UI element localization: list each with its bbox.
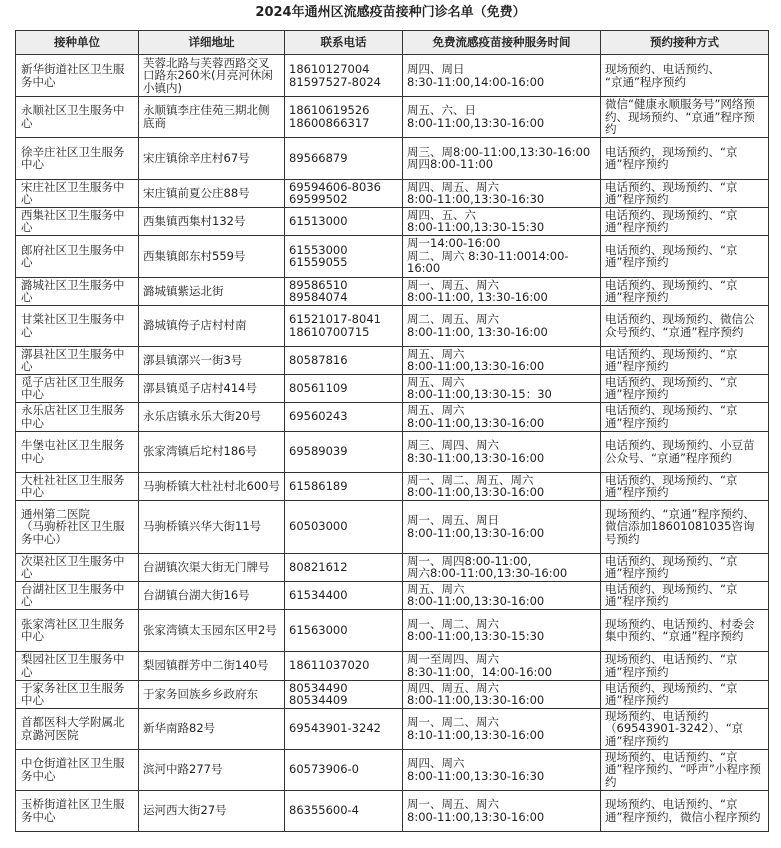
unit-cell: 玉桥街道社区卫生服务中心 [16, 790, 139, 831]
phone-cell: 61521017-8041 18610700715 [285, 305, 403, 346]
address-cell: 台湖镇台湖大街16号 [139, 581, 285, 609]
unit-cell: 潞城社区卫生服务中心 [16, 277, 139, 305]
unit-cell: 张家湾社区卫生服务中心 [16, 609, 139, 651]
time-cell: 周四、五、六 8:00-11:00,13:30-15:30 [403, 207, 601, 235]
phone-cell: 69560243 [285, 402, 403, 431]
page-title: 2024年通州区流感疫苗接种门诊名单（免费） [255, 5, 526, 20]
booking-cell: 现场预约、电话预约、“京通”程序预约、“呼声”小程序预约 [601, 749, 769, 790]
table-row [16, 500, 769, 553]
phone-cell: 18610127004 81597527-8024 [285, 55, 403, 97]
booking-cell: 电话预约、现场预约、“京通”程序预约 [601, 402, 769, 431]
booking-cell: 电话预约、现场预约、“京通”程序预约 [601, 235, 769, 277]
booking-cell: 电话预约、现场预约、小豆苗公众号、“京通”程序预约 [601, 431, 769, 472]
booking-cell: 电话预约，现场预约、“京通”程序预约 [601, 137, 769, 179]
booking-cell: 现场预约、电话预约、村委会集中预约、“京通”程序预约 [601, 609, 769, 651]
table-row [16, 374, 769, 402]
time-cell: 周四、周五、周六 8:00-11:00,13:30-16:30 [403, 179, 601, 207]
address-cell: 宋庄镇徐辛庄村67号 [139, 137, 285, 179]
table-row [16, 749, 769, 790]
unit-cell: 西集社区卫生服务中心 [16, 207, 139, 235]
table-body [16, 55, 769, 832]
booking-cell: 电话预约、现场预约、微信公众号预约、“京通”程序预约 [601, 305, 769, 346]
phone-cell: 61586189 [285, 472, 403, 500]
table-row [16, 708, 769, 749]
booking-cell: 现场预约、电话预约（69543901-3242）、“京通”程序预约 [601, 708, 769, 749]
booking-cell: 电话预约、现场预约、“京通”程序预约 [601, 346, 769, 374]
table-header-row [16, 31, 769, 55]
unit-cell: 牛堡屯社区卫生服务中心 [16, 431, 139, 472]
phone-cell: 61513000 [285, 207, 403, 235]
booking-cell: 电话预约、现场预约、“京通”程序预约 [601, 374, 769, 402]
table-row [16, 55, 769, 97]
address-cell: 梨园镇群芳中二街140号 [139, 651, 285, 680]
address-cell: 张家湾镇后坨村186号 [139, 431, 285, 472]
time-cell: 周五、周六 8:00-11:00,13:30-16:00 [403, 581, 601, 609]
time-cell: 周五、周六 8:00-11:00,13:30-16:00 [403, 346, 601, 374]
booking-cell: 电话预约、现场预约、“京通”程序预约 [601, 207, 769, 235]
table-row [16, 97, 769, 138]
time-cell: 周五、周六 8:00-11:00,13:30-16:00 [403, 402, 601, 431]
time-cell: 周一、周五、周六 8:00-11:00, 13:30-16:00 [403, 277, 601, 305]
address-cell: 芙蓉北路与芙蓉西路交叉口路东260米(月亮河休闲小镇内) [139, 55, 285, 97]
address-cell: 漷县镇觅子店村414号 [139, 374, 285, 402]
time-cell: 周五、周六 8:00-11:00,13:30-15：30 [403, 374, 601, 402]
table-row [16, 609, 769, 651]
header-time: 免费流感疫苗接种服务时间 [403, 31, 601, 55]
phone-cell: 80534490 80534409 [285, 680, 403, 708]
table-row [16, 346, 769, 374]
table-row [16, 553, 769, 581]
phone-cell: 69543901-3242 [285, 708, 403, 749]
phone-cell: 60573906-0 [285, 749, 403, 790]
unit-cell: 宋庄社区卫生服务中心 [16, 179, 139, 207]
unit-cell: 郎府社区卫生服务中心 [16, 235, 139, 277]
time-cell: 周一、周二、周六 8:00-11:00,13:30-15:30 [403, 609, 601, 651]
phone-cell: 61553000 61559055 [285, 235, 403, 277]
time-cell: 周一、周二、周五、周六 8:00-11:00,13:30-16:00 [403, 472, 601, 500]
unit-cell: 中仓街道社区卫生服务中心 [16, 749, 139, 790]
table-row [16, 651, 769, 680]
header-booking: 预约接种方式 [601, 31, 769, 55]
phone-cell: 69594606-8036 69599502 [285, 179, 403, 207]
unit-cell: 梨园社区卫生服务中心 [16, 651, 139, 680]
time-cell: 周二、周五、周六 8:00-11:00, 13:30-16:00 [403, 305, 601, 346]
table-row [16, 402, 769, 431]
address-cell: 张家湾镇太玉园东区甲2号 [139, 609, 285, 651]
time-cell: 周四、周日 8:30-11:00,14:00-16:00 [403, 55, 601, 97]
unit-cell: 漷县社区卫生服务中心 [16, 346, 139, 374]
address-cell: 漷县镇漷兴一街3号 [139, 346, 285, 374]
booking-cell: 现场预约、电话预约、“京通”程序预约 [601, 651, 769, 680]
phone-cell: 89566879 [285, 137, 403, 179]
booking-cell: 电话预约、现场预约、“京通”程序预约 [601, 680, 769, 708]
address-cell: 台湖镇次渠大街无门牌号 [139, 553, 285, 581]
time-cell: 周四、周五、周六 8:00-11:00,13:30-16:00 [403, 680, 601, 708]
phone-cell: 86355600-4 [285, 790, 403, 831]
unit-cell: 新华街道社区卫生服务中心 [16, 55, 139, 97]
unit-cell: 永顺社区卫生服务中心 [16, 97, 139, 138]
address-cell: 滨河中路277号 [139, 749, 285, 790]
unit-cell: 甘棠社区卫生服务中心 [16, 305, 139, 346]
header-unit: 接种单位 [16, 31, 139, 55]
booking-cell: 现场预约、电话预约、 “京通”程序预约 [601, 55, 769, 97]
time-cell: 周一14:00-16:00 周二、周六 8:30-11:0014:00-16:00 [403, 235, 601, 277]
time-cell: 周四、周六 8:00-11:00,13:30-16:30 [403, 749, 601, 790]
address-cell: 宋庄镇前夏公庄88号 [139, 179, 285, 207]
time-cell: 周三、周四、周六 8:30-11:00,13:30-16:00 [403, 431, 601, 472]
header-address: 详细地址 [139, 31, 285, 55]
address-cell: 马驹桥镇大杜社村北600号 [139, 472, 285, 500]
unit-cell: 首都医科大学附属北京潞河医院 [16, 708, 139, 749]
address-cell: 永乐店镇永乐大街20号 [139, 402, 285, 431]
address-cell: 于家务回族乡乡政府东 [139, 680, 285, 708]
booking-cell: 电话预约、现场预约、“京通”程序预约 [601, 179, 769, 207]
address-cell: 潞城镇紫运北街 [139, 277, 285, 305]
time-cell: 周一、周五、周六 8:00-11:00,13:30-16:00 [403, 790, 601, 831]
booking-cell: 现场预约、电话预约、“京通”程序预约，微信小程序预约 [601, 790, 769, 831]
booking-cell: 电话预约、现场预约、“京通”程序预约 [601, 472, 769, 500]
clinic-table [15, 30, 769, 832]
table-row [16, 581, 769, 609]
table-row [16, 431, 769, 472]
table-row [16, 680, 769, 708]
time-cell: 周一、周二、周六 8:10-11:00,13:30-16:00 [403, 708, 601, 749]
unit-cell: 觅子店社区卫生服务中心 [16, 374, 139, 402]
table-row [16, 235, 769, 277]
address-cell: 潞城镇侉子店村村南 [139, 305, 285, 346]
table-row [16, 305, 769, 346]
time-cell: 周一至周四、周六 8:30-11:00，14:00-16:00 [403, 651, 601, 680]
address-cell: 西集镇西集村132号 [139, 207, 285, 235]
address-cell: 运河西大街27号 [139, 790, 285, 831]
unit-cell: 台湖社区卫生服务中心 [16, 581, 139, 609]
table-row [16, 207, 769, 235]
time-cell: 周五、六、日 8:00-11:00,13:30-16:00 [403, 97, 601, 138]
time-cell: 周一、周四8:00-11:00, 周六8:00-11:00,13:30-16:00 [403, 553, 601, 581]
booking-cell: 电话预约、现场预约、“京通”程序预约 [601, 277, 769, 305]
table-row [16, 472, 769, 500]
header-phone: 联系电话 [285, 31, 403, 55]
booking-cell: 微信“健康永顺服务号”网络预约、现场预约、“京通”程序预约 [601, 97, 769, 138]
phone-cell: 18610619526 18600866317 [285, 97, 403, 138]
phone-cell: 80821612 [285, 553, 403, 581]
table-row [16, 277, 769, 305]
phone-cell: 89586510 89584074 [285, 277, 403, 305]
booking-cell: 现场预约、“京通”程序预约、微信添加18601081035咨询号预约 [601, 500, 769, 553]
table-row [16, 179, 769, 207]
address-cell: 马驹桥镇兴华大街11号 [139, 500, 285, 553]
booking-cell: 电话预约、现场预约、“京通”程序预约 [601, 581, 769, 609]
phone-cell: 61563000 [285, 609, 403, 651]
phone-cell: 80561109 [285, 374, 403, 402]
unit-cell: 于家务社区卫生服务中心 [16, 680, 139, 708]
booking-cell: 电话预约、现场预约、“京通”程序预约 [601, 553, 769, 581]
phone-cell: 60503000 [285, 500, 403, 553]
time-cell: 周三、周8:00-11:00,13:30-16:00 周四8:00-11:00 [403, 137, 601, 179]
address-cell: 新华南路82号 [139, 708, 285, 749]
address-cell: 永顺镇李庄佳苑三期北侧底商 [139, 97, 285, 138]
unit-cell: 永乐店社区卫生服务中心 [16, 402, 139, 431]
address-cell: 西集镇郎东村559号 [139, 235, 285, 277]
table-row [16, 790, 769, 831]
unit-cell: 通州第二医院 （马驹桥社区卫生服务中心） [16, 500, 139, 553]
table-row [16, 137, 769, 179]
unit-cell: 大杜社社区卫生服务中心 [16, 472, 139, 500]
time-cell: 周一、周五、周日 8:00-11:00,13:30-16:00 [403, 500, 601, 553]
phone-cell: 80587816 [285, 346, 403, 374]
unit-cell: 次渠社区卫生服务中心 [16, 553, 139, 581]
phone-cell: 69589039 [285, 431, 403, 472]
phone-cell: 18611037020 [285, 651, 403, 680]
phone-cell: 61534400 [285, 581, 403, 609]
unit-cell: 徐辛庄社区卫生服务中心 [16, 137, 139, 179]
